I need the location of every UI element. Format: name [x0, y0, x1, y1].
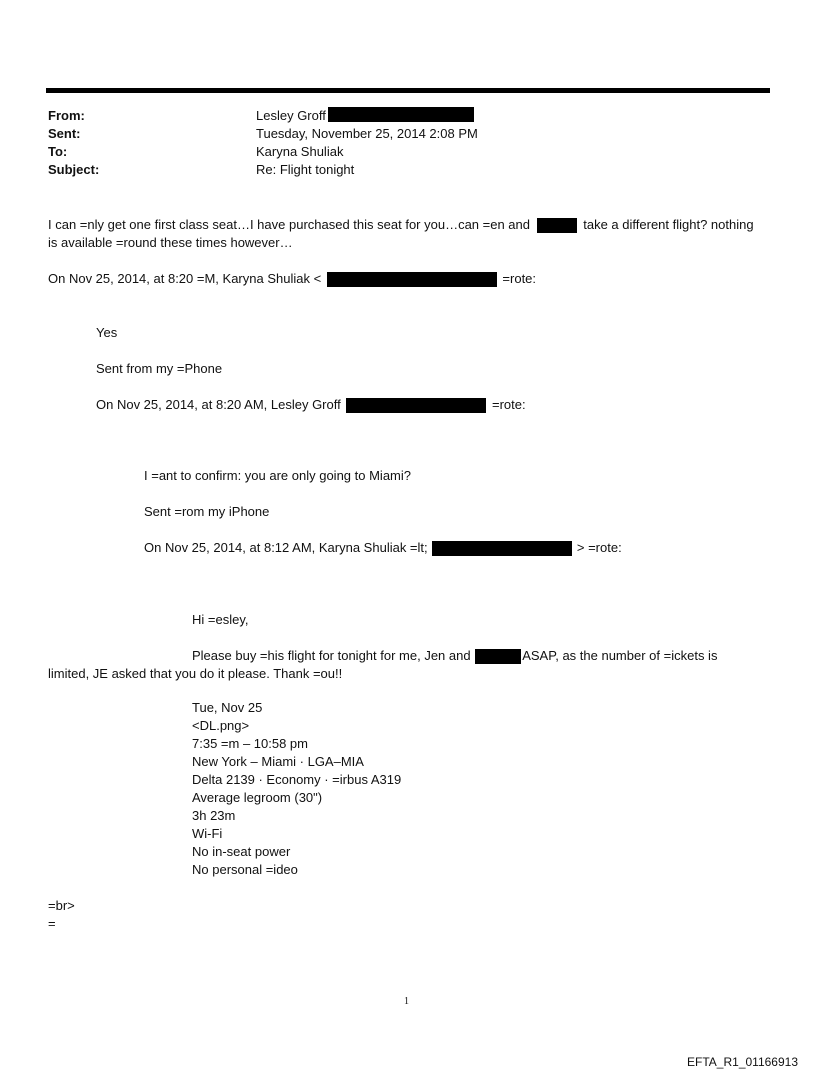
- flight-power: No in-seat power: [192, 844, 291, 859]
- subject-value: Re: Flight tonight: [256, 162, 355, 177]
- sent-value: Tuesday, November 25, 2014 2:08 PM: [256, 126, 478, 141]
- greeting-line: Hi =esley,: [192, 612, 249, 627]
- quote-text: =rote:: [491, 397, 526, 412]
- flight-wifi: Wi-Fi: [192, 826, 223, 841]
- redaction-box: [328, 107, 474, 122]
- airline-image-placeholder: <DL.png>: [192, 718, 250, 733]
- redaction-box: [346, 398, 486, 413]
- to-label: To:: [48, 144, 68, 159]
- reply-text: take a different flight? nothing: [583, 217, 754, 232]
- quote-text: On Nov 25, 2014, at 8:20 =M, Karyna Shuliak <: [48, 271, 322, 286]
- subject-label: Subject:: [48, 162, 100, 177]
- request-text: ASAP, as the number of =ickets is: [522, 648, 718, 663]
- redaction-box: [327, 272, 497, 287]
- quote-header-1: [48, 270, 536, 288]
- trailing-markup-1: =br>: [48, 898, 75, 913]
- quote-header-2: [96, 396, 526, 414]
- flight-duration: 3h 23m: [192, 808, 236, 823]
- request-line-1: [192, 647, 717, 665]
- from-label: From:: [48, 108, 85, 123]
- reply-line-1: [48, 216, 754, 234]
- quote-text: > =rote:: [576, 540, 622, 555]
- document-id: EFTA_R1_01166913: [687, 1055, 798, 1069]
- to-row: [48, 143, 478, 161]
- signature-line: Sent from my =Phone: [96, 361, 223, 376]
- flight-number: Delta 2139 · Economy · =irbus A319: [192, 772, 402, 787]
- quote-text: On Nov 25, 2014, at 8:12 AM, Karyna Shuliak =lt;: [144, 540, 428, 555]
- yes-line: Yes: [96, 325, 118, 340]
- flight-times: 7:35 =m – 10:58 pm: [192, 736, 308, 751]
- page-number: 1: [404, 996, 409, 1007]
- reply-text: I can =nly get one first class seat…I have purchased this seat for you…can =en and: [48, 217, 530, 232]
- signature-line: Sent =rom my iPhone: [144, 504, 270, 519]
- request-text: Please buy =his flight for tonight for me, Jen and: [192, 648, 471, 663]
- reply-line-2: is available =round these times however…: [48, 235, 293, 250]
- sent-row: [48, 125, 478, 143]
- sent-label: Sent:: [48, 126, 81, 141]
- request-line-2: limited, JE asked that you do it please. Thank =ou!!: [48, 666, 343, 681]
- flight-date: Tue, Nov 25: [192, 700, 263, 715]
- quote-text: =rote:: [502, 271, 537, 286]
- trailing-markup-2: =: [48, 916, 56, 931]
- flight-details: [192, 699, 401, 879]
- flight-route: New York – Miami · LGA–MIA: [192, 754, 364, 769]
- quote-text: On Nov 25, 2014, at 8:20 AM, Lesley Groff: [96, 397, 341, 412]
- subject-row: [48, 161, 478, 179]
- redaction-box: [475, 649, 521, 664]
- from-value: Lesley Groff: [256, 108, 326, 123]
- email-header: [48, 107, 478, 179]
- from-row: [48, 107, 478, 125]
- redaction-box: [537, 218, 577, 233]
- confirm-line: I =ant to confirm: you are only going to Miami?: [144, 468, 411, 483]
- quote-header-3: [144, 539, 622, 557]
- flight-legroom: Average legroom (30"): [192, 790, 323, 805]
- to-value: Karyna Shuliak: [256, 144, 344, 159]
- redaction-box: [432, 541, 572, 556]
- flight-video: No personal =ideo: [192, 862, 298, 877]
- header-rule: [46, 88, 770, 93]
